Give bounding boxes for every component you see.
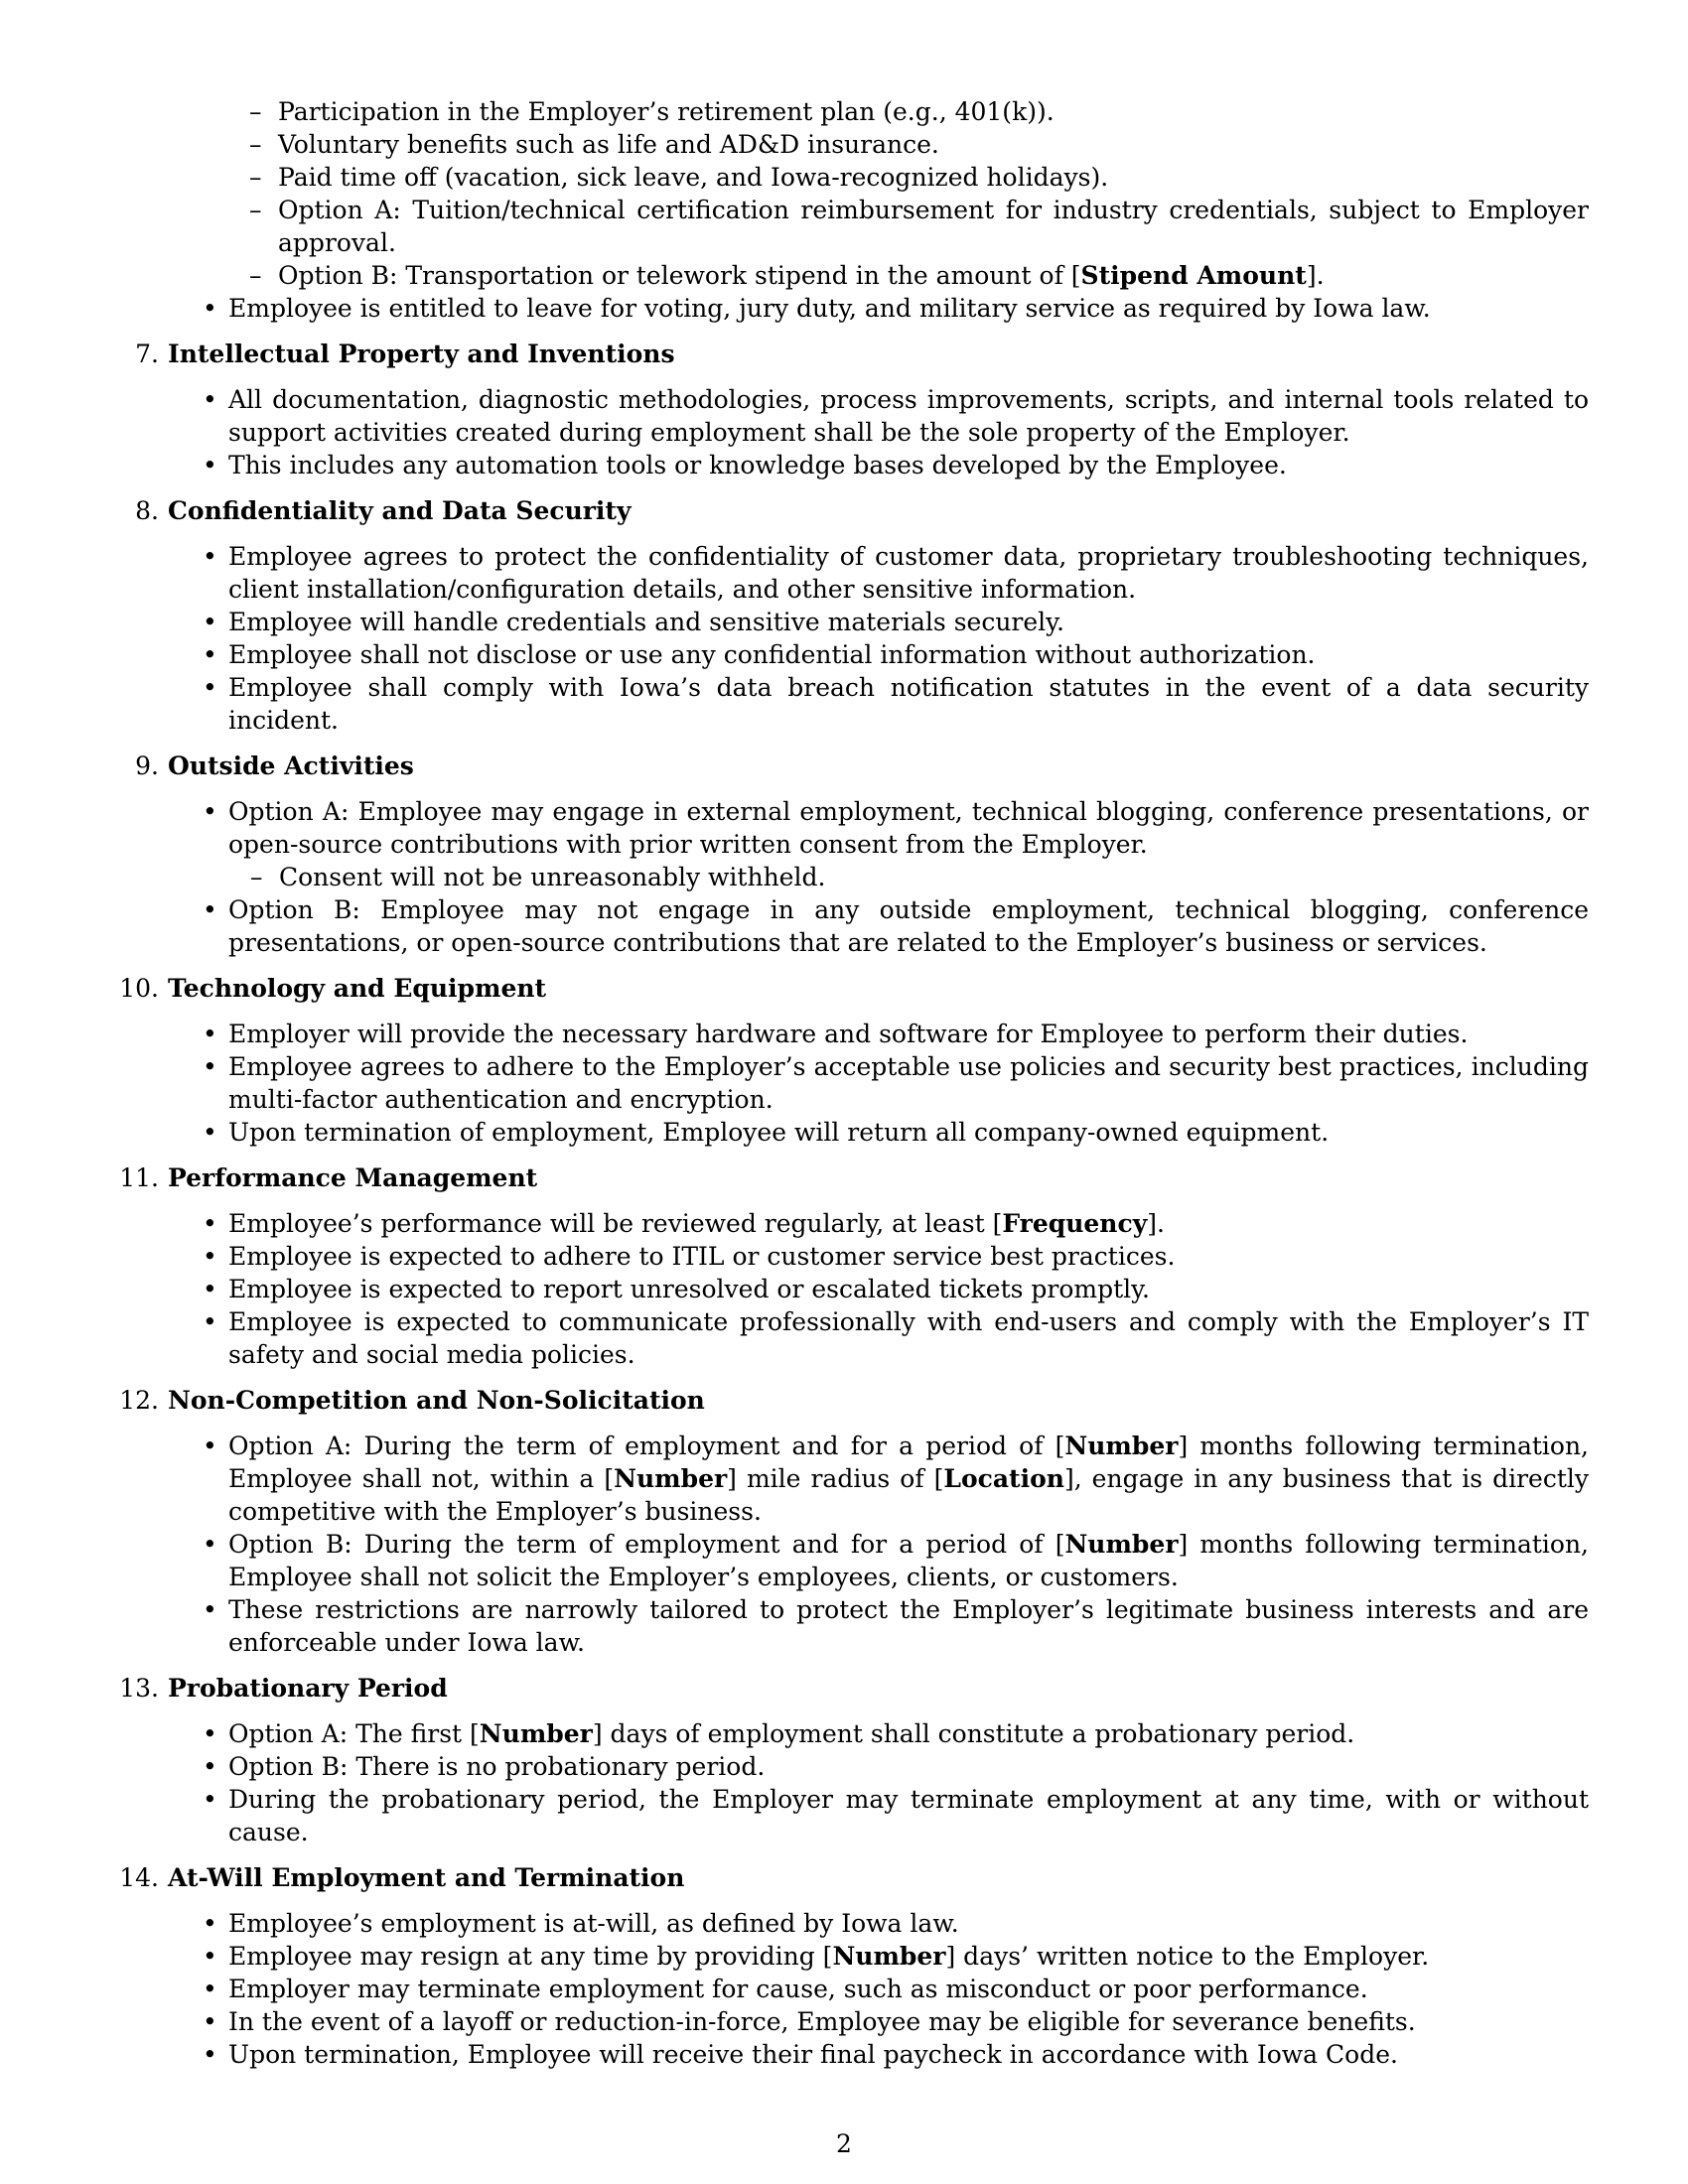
- section-number: 12.: [119, 1386, 159, 1415]
- list-item: • In the event of a layoff or reduction-in-force, Employee may be eligible for severance benefits.: [228, 2005, 1589, 2038]
- section-heading: [109, 972, 1589, 1005]
- placeholder-field: Number: [832, 1942, 946, 1971]
- list-item: – Participation in the Employer’s retirement plan (e.g., 401(k)).: [278, 95, 1589, 128]
- bullet-list: [109, 1907, 1589, 2071]
- list-item: • Employee shall not disclose or use any confidential information without authorization.: [228, 638, 1589, 671]
- section-heading: [109, 1861, 1589, 1894]
- section-title: Intellectual Property and Inventions: [168, 340, 675, 368]
- placeholder-field: Stipend Amount: [1080, 261, 1307, 290]
- list-item: • Employer will provide the necessary hardware and software for Employee to perform their duties.: [228, 1018, 1589, 1050]
- placeholder-field: Number: [1064, 1530, 1179, 1559]
- section-heading: [109, 494, 1589, 527]
- benefits-sub-list: [109, 95, 1589, 292]
- list-item: • Option A: The first [Number] days of employment shall constitute a probationary period.: [228, 1717, 1589, 1750]
- list-item: • Upon termination, Employee will receive their final paycheck in accordance with Iowa Code.: [228, 2038, 1589, 2071]
- list-item: – Option B: Transportation or telework stipend in the amount of [Stipend Amount].: [278, 259, 1589, 292]
- bullet-list: [109, 795, 1589, 959]
- section-12: [109, 1384, 1589, 1659]
- list-item: • Option B: There is no probationary period.: [228, 1750, 1589, 1783]
- list-item: – Option A: Tuition/technical certification reimbursement for industry credentials, subject to Employer approval.: [278, 194, 1589, 259]
- section-heading: [109, 1161, 1589, 1194]
- section-title: Non-Competition and Non-Solicitation: [168, 1386, 705, 1415]
- section-title: Technology and Equipment: [168, 974, 547, 1003]
- list-item: • These restrictions are narrowly tailored to protect the Employer’s legitimate business interests and are enforceable under Iowa law.: [228, 1593, 1589, 1659]
- section-title: Outside Activities: [168, 751, 414, 780]
- placeholder-field: Number: [1064, 1432, 1179, 1460]
- list-item: • This includes any automation tools or knowledge bases developed by the Employee.: [228, 449, 1589, 481]
- list-item: • Employee is entitled to leave for voting, jury duty, and military service as required by Iowa law.: [228, 292, 1589, 325]
- list-item: • All documentation, diagnostic methodologies, process improvements, scripts, and internal tools related to support activities created during employment shall be the sole property of the Employer.: [228, 383, 1589, 449]
- list-item: • Employee’s performance will be reviewed regularly, at least [Frequency].: [228, 1207, 1589, 1240]
- section-number: 8.: [135, 496, 159, 525]
- nested-list: [228, 861, 1589, 893]
- section-number: 11.: [119, 1163, 159, 1192]
- list-item: • Employee may resign at any time by providing [Number] days’ written notice to the Employer.: [228, 1940, 1589, 1973]
- placeholder-field: Frequency: [1002, 1209, 1148, 1238]
- section-9: [109, 750, 1589, 959]
- bullet-list: [109, 383, 1589, 481]
- list-item: • During the probationary period, the Employer may terminate employment at any time, with or without cause.: [228, 1783, 1589, 1848]
- section-number: 7.: [135, 340, 159, 368]
- list-item: • Option A: Employee may engage in external employment, technical blogging, conference presentations, or open-source contributions with prior written consent from the Employer. – Consent will not be unreasonably withheld.: [228, 795, 1589, 893]
- page-number: 2: [836, 2129, 852, 2158]
- section-13: [109, 1672, 1589, 1848]
- list-item: – Voluntary benefits such as life and AD&D insurance.: [278, 128, 1589, 161]
- section-8: [109, 494, 1589, 737]
- document-page: [109, 95, 1589, 2071]
- list-item: • Employee is expected to adhere to ITIL or customer service best practices.: [228, 1240, 1589, 1273]
- section-heading: [109, 1384, 1589, 1417]
- bullet-list: [109, 540, 1589, 737]
- list-item: • Employee is expected to communicate professionally with end-users and comply with the Employer’s IT safety and social media policies.: [228, 1305, 1589, 1371]
- bullet-list: [109, 1430, 1589, 1659]
- section-heading: [109, 750, 1589, 782]
- section-number: 14.: [119, 1863, 159, 1892]
- list-item: – Paid time off (vacation, sick leave, and Iowa-recognized holidays).: [278, 161, 1589, 194]
- bullet-list: [109, 1717, 1589, 1848]
- section-14: [109, 1861, 1589, 2071]
- section-number: 13.: [119, 1674, 159, 1703]
- section-title: Confidentiality and Data Security: [168, 496, 632, 525]
- list-item: • Upon termination of employment, Employee will return all company-owned equipment.: [228, 1116, 1589, 1149]
- list-item: • Employee agrees to adhere to the Employer’s acceptable use policies and security best practices, including multi-factor authentication and encryption.: [228, 1050, 1589, 1116]
- section-title: Probationary Period: [168, 1674, 448, 1703]
- placeholder-field: Number: [479, 1719, 593, 1748]
- list-item: • Option A: During the term of employment and for a period of [Number] months following termination, Employee shall not, within a [Number] mile radius of [Location], engage in any business that is directly competitive with the Employer’s business.: [228, 1430, 1589, 1528]
- list-item: • Employee is expected to report unresolved or escalated tickets promptly.: [228, 1273, 1589, 1305]
- section-heading: [109, 338, 1589, 370]
- bullet-list: [109, 1018, 1589, 1149]
- section-11: [109, 1161, 1589, 1371]
- section-7: [109, 338, 1589, 481]
- section-title: Performance Management: [168, 1163, 538, 1192]
- bullet-list: [109, 1207, 1589, 1371]
- section-heading: [109, 1672, 1589, 1705]
- section-10: [109, 972, 1589, 1149]
- list-item: – Consent will not be unreasonably withheld.: [279, 861, 1589, 893]
- leave-list: [109, 292, 1589, 325]
- section-number: 9.: [135, 751, 159, 780]
- section-title: At-Will Employment and Termination: [168, 1863, 685, 1892]
- section-number: 10.: [119, 974, 159, 1003]
- list-item: • Option B: During the term of employment and for a period of [Number] months following termination, Employee shall not solicit the Employer’s employees, clients, or customers.: [228, 1528, 1589, 1593]
- list-item: • Employee shall comply with Iowa’s data breach notification statutes in the event of a data security incident.: [228, 671, 1589, 737]
- list-item: • Employee will handle credentials and sensitive materials securely.: [228, 606, 1589, 638]
- placeholder-field: Number: [614, 1464, 728, 1493]
- list-item: • Option B: Employee may not engage in any outside employment, technical blogging, conference presentations, or open-source contributions that are related to the Employer’s business or services.: [228, 893, 1589, 959]
- list-item: • Employer may terminate employment for cause, such as misconduct or poor performance.: [228, 1973, 1589, 2005]
- placeholder-field: Location: [943, 1464, 1064, 1493]
- list-item: • Employee agrees to protect the confidentiality of customer data, proprietary troubleshooting techniques, client installation/configuration details, and other sensitive information.: [228, 540, 1589, 606]
- list-item: • Employee’s employment is at-will, as defined by Iowa law.: [228, 1907, 1589, 1940]
